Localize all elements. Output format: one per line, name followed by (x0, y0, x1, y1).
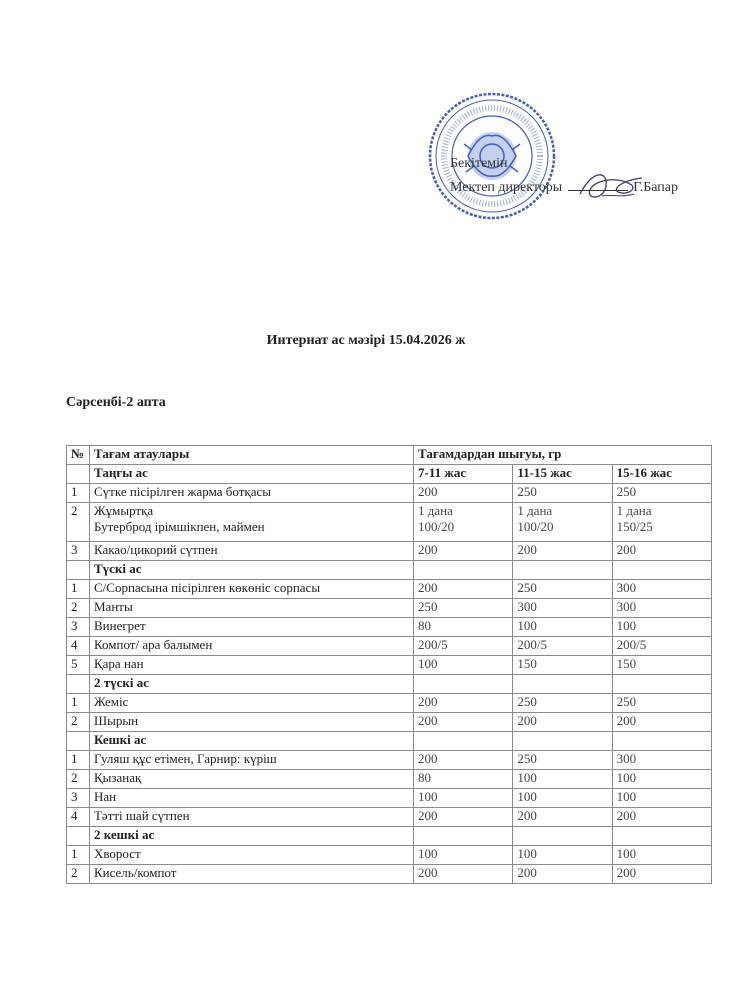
portion-value (612, 694, 711, 713)
dish-name (89, 865, 413, 884)
portion-value (414, 865, 513, 884)
director-label: Мектеп директоры (450, 180, 563, 195)
dish-name (89, 503, 413, 542)
empty-cell (612, 732, 711, 751)
portion-value-line: 200 (517, 542, 537, 557)
menu-table (66, 445, 712, 884)
dish-name-line: Қызанақ (93, 770, 142, 785)
portion-value (414, 770, 513, 789)
row-number: 3 (67, 618, 90, 637)
empty-cell (414, 732, 513, 751)
document-title: Интернат ас мәзірі 15.04.2026 ж (266, 333, 466, 348)
row-number: 4 (67, 637, 90, 656)
table-row (67, 751, 712, 770)
table-row (67, 865, 712, 884)
empty-cell (612, 827, 711, 846)
portion-value (513, 846, 612, 865)
portion-value (513, 865, 612, 884)
table-row (67, 484, 712, 503)
portion-value-line: 200 (418, 542, 438, 557)
portion-value-line: 200 (616, 542, 637, 557)
section-number-cell (67, 675, 90, 694)
portion-value (414, 656, 513, 675)
row-number: 2 (67, 599, 90, 618)
portion-value-line: 100 (517, 846, 537, 861)
portion-value-line: 250 (616, 694, 637, 709)
portion-value (414, 618, 513, 637)
dish-name-line: Нан (93, 789, 117, 804)
portion-value-line: 200/5 (517, 637, 547, 652)
portion-value (612, 713, 711, 732)
row-number: 1 (67, 580, 90, 599)
portion-value-line: 250 (418, 599, 438, 614)
portion-value (414, 542, 513, 561)
portion-value (612, 656, 711, 675)
empty-cell (414, 561, 513, 580)
portion-value-line: 200 (418, 751, 438, 766)
empty-cell (612, 561, 711, 580)
portion-value-line: 250 (517, 580, 537, 595)
dish-name (89, 713, 413, 732)
section-number-cell (67, 827, 90, 846)
portion-value (513, 808, 612, 827)
portion-value (414, 503, 513, 542)
portion-value-line: 200 (616, 808, 637, 823)
table-row (67, 770, 712, 789)
table-row (67, 846, 712, 865)
portion-value (414, 751, 513, 770)
approval-word: Бекітемін (450, 156, 508, 171)
empty-cell (513, 561, 612, 580)
portion-value-line: 100 (418, 789, 438, 804)
header-output: Тағамдардан шығуы, гр (414, 446, 712, 465)
table-row (67, 599, 712, 618)
portion-value-line: 250 (517, 484, 537, 499)
empty-cell (513, 827, 612, 846)
portion-value-line: 200/5 (616, 637, 647, 652)
dish-name-line: Какао/цикорий сүтпен (93, 542, 218, 557)
portion-value-line: 200/5 (418, 637, 448, 652)
portion-value-line: 200 (616, 713, 637, 728)
portion-value-line: 300 (616, 580, 637, 595)
portion-value (414, 713, 513, 732)
dish-name (89, 846, 413, 865)
portion-value-line: 200 (517, 865, 537, 880)
age-group-header: 15-16 жас (612, 465, 711, 484)
row-number: 5 (67, 656, 90, 675)
portion-value-line: 100/20 (418, 519, 455, 534)
portion-value (513, 637, 612, 656)
dish-name-line: Тәтті шай сүтпен (93, 808, 190, 823)
portion-value-line: 300 (616, 599, 637, 614)
portion-value (414, 694, 513, 713)
portion-value-line: 1 дана (616, 503, 652, 518)
section-number-cell (67, 465, 90, 484)
section-title: Таңғы ас (89, 465, 413, 484)
dish-name-line: Манты (93, 599, 133, 614)
portion-value-line: 150/25 (616, 519, 653, 534)
portion-value-line: 150 (616, 656, 637, 671)
dish-name-line: Компот/ ара балымен (93, 637, 213, 652)
portion-value-line: 200 (517, 713, 537, 728)
row-number: 1 (67, 751, 90, 770)
section-row (67, 827, 712, 846)
portion-value (513, 484, 612, 503)
portion-value (414, 580, 513, 599)
portion-value-line: 1 дана (418, 503, 453, 518)
portion-value-line: 1 дана (517, 503, 553, 518)
section-row (67, 675, 712, 694)
portion-value-line: 250 (517, 751, 537, 766)
table-row (67, 542, 712, 561)
table-row (67, 580, 712, 599)
empty-cell (414, 827, 513, 846)
portion-value-line: 100 (517, 770, 537, 785)
portion-value-line: 100 (517, 618, 537, 633)
dish-name-line: Бутерброд ірімшікпен, маймен (93, 519, 265, 534)
row-number: 3 (67, 542, 90, 561)
portion-value-line: 200 (418, 865, 438, 880)
portion-value-line: 100/20 (517, 519, 554, 534)
dish-name-line: Шырын (93, 713, 139, 728)
portion-value-line: 300 (517, 599, 537, 614)
section-row (67, 732, 712, 751)
portion-value (414, 484, 513, 503)
dish-name-line: Сүтке пісірілген жарма ботқасы (93, 484, 271, 499)
dish-name (89, 599, 413, 618)
row-number: 1 (67, 484, 90, 503)
age-group-header: 11-15 жас (513, 465, 612, 484)
table-row (67, 637, 712, 656)
table-row (67, 503, 712, 542)
portion-value (612, 637, 711, 656)
dish-name (89, 694, 413, 713)
portion-value-line: 200 (418, 713, 438, 728)
section-title: Түскі ас (89, 561, 413, 580)
section-title: 2 түскі ас (89, 675, 413, 694)
portion-value (612, 751, 711, 770)
portion-value-line: 100 (418, 846, 438, 861)
table-row (67, 713, 712, 732)
portion-value-line: 250 (517, 694, 537, 709)
portion-value (513, 751, 612, 770)
dish-name (89, 542, 413, 561)
age-group-header: 7-11 жас (414, 465, 513, 484)
portion-value (612, 770, 711, 789)
row-number: 2 (67, 770, 90, 789)
dish-name-line: Жеміс (93, 694, 129, 709)
portion-value (612, 846, 711, 865)
day-label: Сәрсенбі-2 апта (66, 395, 166, 410)
portion-value-line: 200 (616, 865, 637, 880)
portion-value (414, 846, 513, 865)
dish-name (89, 789, 413, 808)
dish-name (89, 770, 413, 789)
dish-name (89, 751, 413, 770)
portion-value-line: 100 (616, 846, 637, 861)
portion-value (513, 656, 612, 675)
row-number: 4 (67, 808, 90, 827)
portion-value (414, 637, 513, 656)
dish-name (89, 656, 413, 675)
section-number-cell (67, 561, 90, 580)
portion-value-line: 100 (616, 618, 637, 633)
handwritten-signature-icon (572, 166, 652, 206)
section-number-cell (67, 732, 90, 751)
table-row (67, 808, 712, 827)
portion-value (513, 580, 612, 599)
dish-name (89, 618, 413, 637)
portion-value-line: 200 (418, 808, 438, 823)
dish-name (89, 484, 413, 503)
portion-value (612, 542, 711, 561)
dish-name-line: Жұмыртқа (93, 503, 154, 518)
portion-value (612, 618, 711, 637)
portion-value (612, 599, 711, 618)
portion-value-line: 80 (418, 770, 432, 785)
portion-value (513, 713, 612, 732)
director-name: Г.Бапар (633, 180, 679, 195)
dish-name-line: Кисель/компот (93, 865, 177, 880)
section-title: Кешкі ас (89, 732, 413, 751)
row-number: 2 (67, 865, 90, 884)
table-row (67, 789, 712, 808)
empty-cell (612, 675, 711, 694)
table-row (67, 656, 712, 675)
portion-value-line: 80 (418, 618, 432, 633)
portion-value (513, 599, 612, 618)
portion-value-line: 100 (616, 770, 637, 785)
portion-value (612, 808, 711, 827)
portion-value-line: 200 (517, 808, 537, 823)
dish-name (89, 637, 413, 656)
dish-name (89, 808, 413, 827)
empty-cell (513, 675, 612, 694)
dish-name-line: С/Сорпасына пісірілген көкөніс сорпасы (93, 580, 321, 595)
row-number: 2 (67, 503, 90, 542)
portion-value (513, 789, 612, 808)
header-dish-names: Тағам атаулары (89, 446, 413, 465)
portion-value (513, 503, 612, 542)
portion-value-line: 100 (517, 789, 537, 804)
table-row (67, 618, 712, 637)
portion-value-line: 100 (418, 656, 438, 671)
portion-value (612, 484, 711, 503)
portion-value (612, 580, 711, 599)
row-number: 1 (67, 846, 90, 865)
dish-name-line: Хворост (93, 846, 141, 861)
row-number: 3 (67, 789, 90, 808)
portion-value-line: 100 (616, 789, 637, 804)
header-row (67, 446, 712, 465)
dish-name-line: Гуляш құс етімен, Гарнир: күріш (93, 751, 277, 766)
portion-value (612, 865, 711, 884)
section-row (67, 465, 712, 484)
portion-value-line: 150 (517, 656, 537, 671)
portion-value (612, 789, 711, 808)
portion-value (414, 808, 513, 827)
portion-value-line: 200 (418, 484, 438, 499)
portion-value (513, 770, 612, 789)
row-number: 2 (67, 713, 90, 732)
portion-value-line: 200 (418, 580, 438, 595)
dish-name-line: Винегрет (93, 618, 146, 633)
portion-value (513, 618, 612, 637)
section-row (67, 561, 712, 580)
portion-value-line: 250 (616, 484, 637, 499)
row-number: 1 (67, 694, 90, 713)
portion-value (513, 542, 612, 561)
header-number: № (67, 446, 90, 465)
section-title: 2 кешкі ас (89, 827, 413, 846)
empty-cell (513, 732, 612, 751)
empty-cell (414, 675, 513, 694)
portion-value (414, 789, 513, 808)
portion-value (612, 503, 711, 542)
portion-value (414, 599, 513, 618)
table-row (67, 694, 712, 713)
portion-value (513, 694, 612, 713)
portion-value-line: 300 (616, 751, 637, 766)
portion-value-line: 200 (418, 694, 438, 709)
dish-name (89, 580, 413, 599)
dish-name-line: Қара нан (93, 656, 144, 671)
